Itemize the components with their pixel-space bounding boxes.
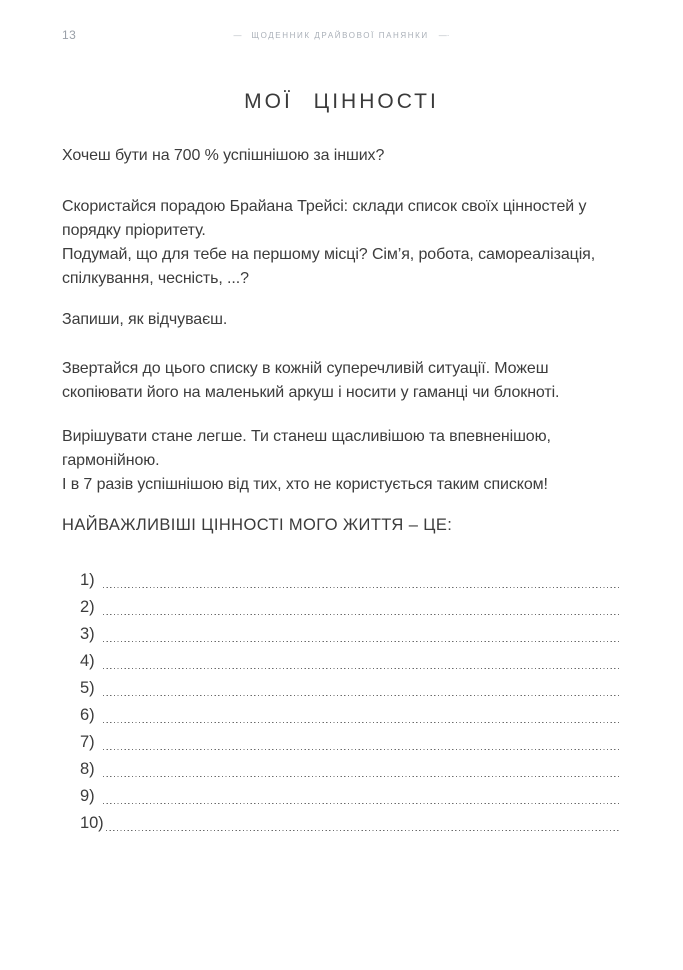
list-item-number: 3) [80,625,95,643]
values-list-heading: НАЙВАЖЛИВІШІ ЦІННОСТІ МОГО ЖИТТЯ – ЦЕ: [62,516,453,534]
list-item [80,727,620,754]
paragraph-write: Запиши, як відчуваєш. [62,311,228,328]
paragraph-think: Подумай, що для тебе на першому місці? Сім’я, робота, самореалізація, спілкування, чесність, ...? [62,246,596,287]
list-item [80,592,620,619]
fill-in-line [103,802,620,804]
list-item [80,754,620,781]
running-head-left-ornament: — [233,31,242,40]
list-item-number: 10) [80,814,104,832]
list-item [80,700,620,727]
values-list [80,565,620,835]
running-head-title: ЩОДЕННИК ДРАЙВОВОЇ ПАНЯНКИ [251,31,429,40]
fill-in-line [103,748,620,750]
list-item-number: 8) [80,760,95,778]
paragraph-seven-times: І в 7 разів успішнішою від тих, хто не користується таким списком! [62,476,548,493]
paragraph-intro: Хочеш бути на 700 % успішнішою за інших? [62,147,385,164]
paragraph-advice: Скористайся порадою Брайана Трейсі: склади список своїх цінностей у порядку пріоритету. [62,198,587,239]
fill-in-line [103,586,620,588]
fill-in-line [103,640,620,642]
paragraph-refer: Звертайся до цього списку в кожній суперечливій ситуації. Можеш скопіювати його на маленький аркуш і носити у гаманці чи блокноті. [62,360,560,401]
list-item-number: 2) [80,598,95,616]
fill-in-line [106,829,620,831]
list-item [80,673,620,700]
page-title: МОЇ ЦІННОСТІ [244,90,439,113]
fill-in-line [103,694,620,696]
list-item-number: 9) [80,787,95,805]
list-item [80,565,620,592]
list-item-number: 6) [80,706,95,724]
list-item-number: 4) [80,652,95,670]
list-item [80,646,620,673]
body-text [62,144,620,835]
list-item [80,619,620,646]
list-item [80,808,620,835]
list-item-number: 1) [80,571,95,589]
list-item-number: 7) [80,733,95,751]
running-head-right-ornament: —· [438,31,450,40]
running-head [0,31,683,40]
list-item-number: 5) [80,679,95,697]
fill-in-line [103,775,620,777]
page-number: 13 [62,28,77,42]
paragraph-benefit: Вирішувати стане легше. Ти станеш щасливішою та впевненішою, гармонійною. [62,428,551,469]
fill-in-line [103,721,620,723]
fill-in-line [103,667,620,669]
list-item [80,781,620,808]
fill-in-line [103,613,620,615]
